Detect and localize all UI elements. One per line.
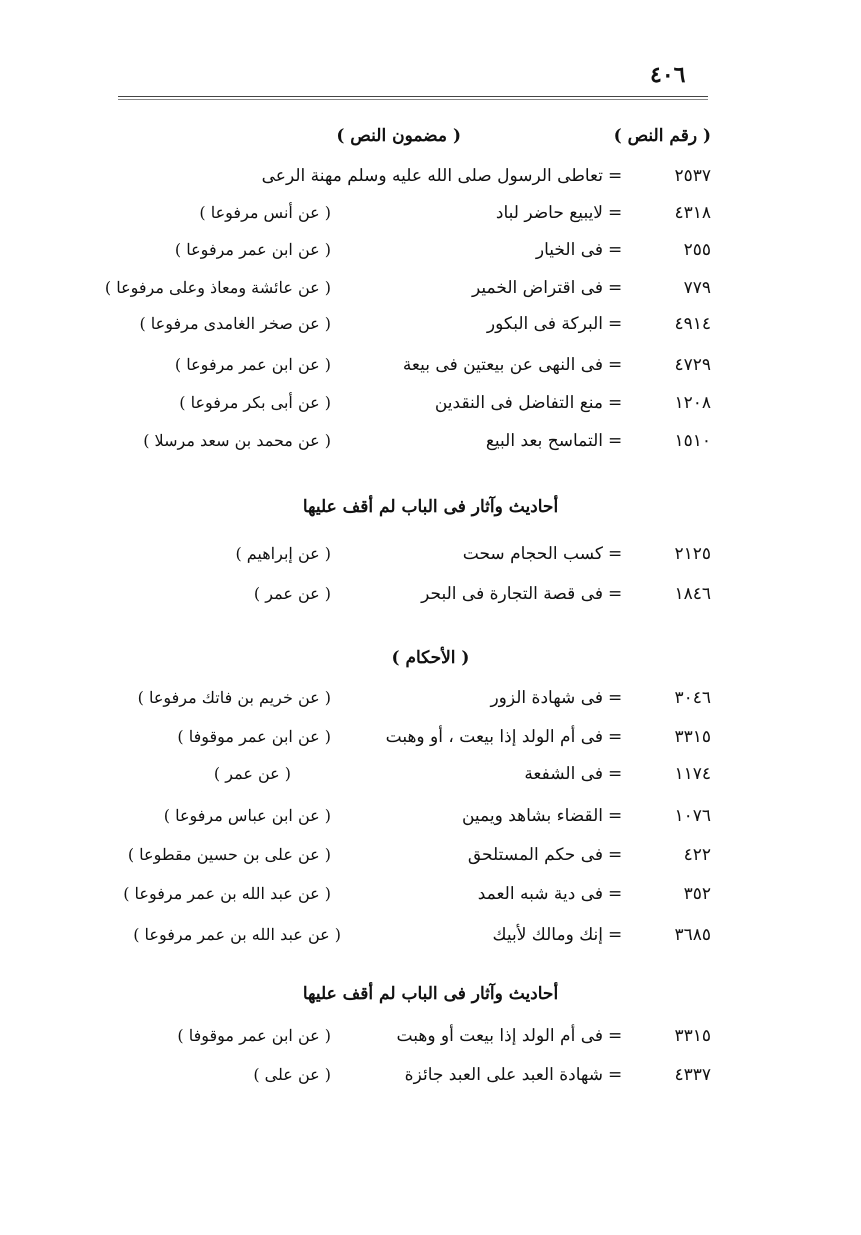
equals-sign: = [608, 1065, 623, 1085]
table-row [0, 544, 861, 578]
text-topic: فى أم الولد إذا بيعت ، أو وهبت [385, 727, 603, 747]
text-number: ٤٣٣٧ [674, 1065, 711, 1085]
table-row [0, 1026, 861, 1060]
text-topic: فى النهى عن بيعتين فى بيعة [402, 355, 603, 375]
equals-sign: = [608, 925, 623, 945]
equals-sign: = [608, 884, 623, 904]
text-topic: لايبيع حاضر لباد [495, 203, 603, 223]
equals-sign: = [608, 806, 623, 826]
text-source: ( عن أنس مرفوعا ) [199, 203, 331, 222]
header-number-column: ( رقم النص ) [613, 126, 711, 146]
section-title-unverified-2: أحاديث وآثار فى الباب لم أقف عليها [302, 984, 559, 1004]
text-number: ١٥١٠ [674, 431, 711, 451]
text-source: ( عن ابن عمر موقوفا ) [177, 727, 331, 746]
text-source: ( عن عمر ) [253, 584, 331, 603]
text-source: ( عن ابن عباس مرفوعا ) [163, 806, 331, 825]
text-number: ١١٧٤ [674, 764, 711, 784]
text-topic: التماسح بعد البيع [485, 431, 603, 451]
text-source: ( عن إبراهيم ) [235, 544, 331, 563]
text-source: ( عن عبد الله بن عمر مرفوعا ) [133, 925, 341, 944]
table-row [0, 355, 861, 389]
table-row [0, 314, 861, 348]
text-topic: فى قصة التجارة فى البحر [421, 584, 603, 604]
equals-sign: = [608, 431, 623, 451]
table-row [0, 845, 861, 879]
text-source: ( عن عائشة ومعاذ وعلى مرفوعا ) [104, 278, 331, 297]
text-source: ( عن على بن حسين مقطوعا ) [127, 845, 331, 864]
text-topic: فى الشفعة [524, 764, 603, 784]
text-number: ٤٧٢٩ [674, 355, 711, 375]
table-row [0, 764, 861, 798]
equals-sign: = [608, 355, 623, 375]
text-number: ٧٧٩ [683, 278, 711, 298]
text-topic: فى اقتراض الخمير [472, 278, 603, 298]
text-number: ٣٦٨٥ [674, 925, 711, 945]
table-row [0, 203, 861, 237]
text-topic: فى شهادة الزور [490, 688, 603, 708]
text-number: ٣٣١٥ [674, 1026, 711, 1046]
table-row [0, 584, 861, 618]
equals-sign: = [608, 166, 623, 186]
equals-sign: = [608, 278, 623, 298]
text-number: ٣٥٢ [683, 884, 711, 904]
table-row [0, 806, 861, 840]
text-number: ٢٥٥ [683, 240, 711, 260]
equals-sign: = [608, 314, 623, 334]
header-rule-secondary [118, 99, 708, 100]
text-source: ( عن عبد الله بن عمر مرفوعا ) [123, 884, 331, 903]
text-source: ( عن على ) [253, 1065, 331, 1084]
text-topic: البركة فى البكور [486, 314, 603, 334]
text-topic: شهادة العبد على العبد جائزة [404, 1065, 603, 1085]
table-row [0, 166, 861, 200]
text-topic: فى الخيار [535, 240, 603, 260]
text-topic: فى حكم المستلحق [467, 845, 603, 865]
text-number: ٤٢٢ [683, 845, 711, 865]
text-source: ( عن ابن عمر مرفوعا ) [174, 240, 331, 259]
table-row [0, 393, 861, 427]
text-source: ( عن عمر ) [213, 764, 291, 783]
text-topic: كسب الحجام سحت [462, 544, 603, 564]
table-row [0, 688, 861, 722]
text-number: ٤٩١٤ [674, 314, 711, 334]
table-row [0, 1065, 861, 1099]
page-number: ٤٠٦ [650, 62, 686, 88]
text-topic: فى دية شبه العمد [477, 884, 603, 904]
text-number: ٢١٢٥ [674, 544, 711, 564]
equals-sign: = [608, 544, 623, 564]
equals-sign: = [608, 240, 623, 260]
text-number: ٤٣١٨ [674, 203, 711, 223]
text-number: ١٨٤٦ [674, 584, 711, 604]
text-number: ٢٥٣٧ [674, 166, 711, 186]
text-number: ٣٠٤٦ [674, 688, 711, 708]
equals-sign: = [608, 393, 623, 413]
table-row [0, 431, 861, 465]
text-source: ( عن صخر الغامدى مرفوعا ) [139, 314, 331, 333]
text-number: ٣٣١٥ [674, 727, 711, 747]
text-number: ١٢٠٨ [674, 393, 711, 413]
equals-sign: = [608, 764, 623, 784]
header-content-column: ( مضمون النص ) [336, 126, 461, 146]
text-topic: تعاطى الرسول صلى الله عليه وسلم مهنة الرعى [261, 166, 603, 186]
text-number: ١٠٧٦ [674, 806, 711, 826]
text-topic: فى أم الولد إذا بيعت أو وهبت [396, 1026, 603, 1046]
text-topic: منع التفاضل فى النقدين [434, 393, 603, 413]
table-row [0, 727, 861, 761]
text-source: ( عن محمد بن سعد مرسلا ) [143, 431, 331, 450]
equals-sign: = [608, 584, 623, 604]
text-topic: القضاء بشاهد ويمين [461, 806, 603, 826]
table-row [0, 925, 861, 959]
header-rule [118, 96, 708, 97]
text-source: ( عن خريم بن فاتك مرفوعا ) [137, 688, 331, 707]
equals-sign: = [608, 845, 623, 865]
text-source: ( عن ابن عمر مرفوعا ) [174, 355, 331, 374]
text-source: ( عن أبى بكر مرفوعا ) [179, 393, 331, 412]
table-row [0, 884, 861, 918]
text-source: ( عن ابن عمر موقوفا ) [177, 1026, 331, 1045]
text-topic: إنك ومالك لأبيك [492, 925, 603, 945]
table-row [0, 240, 861, 274]
equals-sign: = [608, 727, 623, 747]
table-row [0, 278, 861, 312]
equals-sign: = [608, 203, 623, 223]
section-title-rulings: ( الأحكام ) [391, 648, 470, 668]
equals-sign: = [608, 688, 623, 708]
equals-sign: = [608, 1026, 623, 1046]
section-title-unverified: أحاديث وآثار فى الباب لم أقف عليها [302, 497, 559, 517]
